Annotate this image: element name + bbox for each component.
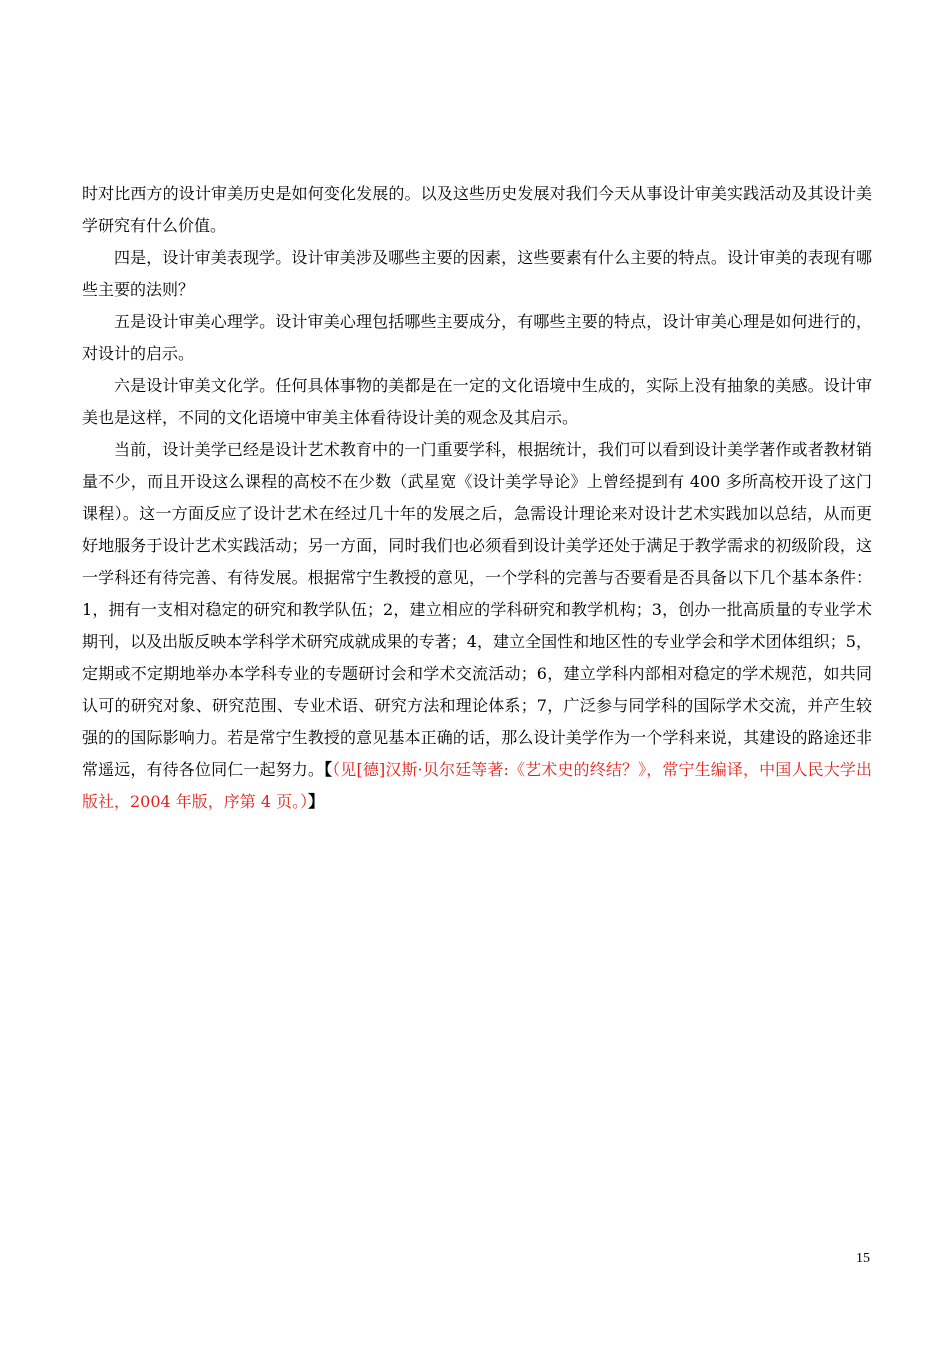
paragraph-discipline-status	[82, 434, 872, 818]
citation-reference: （见[德]汉斯·贝尔廷等著:《艺术史的终结？》，常宁生编译，中国人民大学出版社，2004 年版，序第 4 页。）	[82, 760, 872, 811]
paragraph-expression-study: 四是，设计审美表现学。设计审美涉及哪些主要的因素，这些要素有什么主要的特点。设计审美的表现有哪些主要的法则？	[82, 248, 872, 299]
citation-open-bracket: 【	[324, 760, 333, 779]
paragraph-history-continuation: 时对比西方的设计审美历史是如何变化发展的。以及这些历史发展对我们今天从事设计审美实践活动及其设计美学研究有什么价值。	[82, 184, 872, 235]
page-body	[82, 178, 872, 818]
citation-close-bracket: 】	[308, 792, 325, 811]
page-number: 15	[856, 1251, 870, 1266]
paragraph-culture-study: 六是设计审美文化学。任何具体事物的美都是在一定的文化语境中生成的，实际上没有抽象的美感。设计审美也是这样，不同的文化语境中审美主体看待设计美的观念及其启示。	[82, 376, 872, 427]
paragraph-body-text: 当前，设计美学已经是设计艺术教育中的一门重要学科，根据统计，我们可以看到设计美学著作或者教材销量不少，而且开设这么课程的高校不在少数（武星宽《设计美学导论》上曾经提到有 400 多所高校开设了这门课程）。这一方面反应了设计艺术在经过几十年的发展之后，急需设计理论来对设计艺术实践加以总结，从而更好地服务于设计艺术实践活动；另一方面，同时我们也必须看到设计美学还处于满足于教学需求的初级阶段，这一学科还有待完善、有待发展。根据常宁生教授的意见，一个学科的完善与否要看是否具备以下几个基本条件：1，拥有一支相对稳定的研究和教学队伍；2，建立相应的学科研究和教学机构；3，创办一批高质量的专业学术期刊，以及出版反映本学科学术研究成就成果的专著；4，建立全国性和地区性的专业学会和学术团体组织；5，定期或不定期地举办本学科专业的专题研讨会和学术交流活动；6，建立学科内部相对稳定的学术规范，如共同认可的研究对象、研究范围、专业术语、研究方法和理论体系；7，广泛参与同学科的国际学术交流，并产生较强的的国际影响力。若是常宁生教授的意见基本正确的话，那么设计美学作为一个学科来说，其建设的路途还非常遥远，有待各位同仁一起努力。	[82, 440, 872, 779]
paragraph-psychology-study: 五是设计审美心理学。设计审美心理包括哪些主要成分，有哪些主要的特点，设计审美心理是如何进行的，对设计的启示。	[82, 312, 872, 363]
